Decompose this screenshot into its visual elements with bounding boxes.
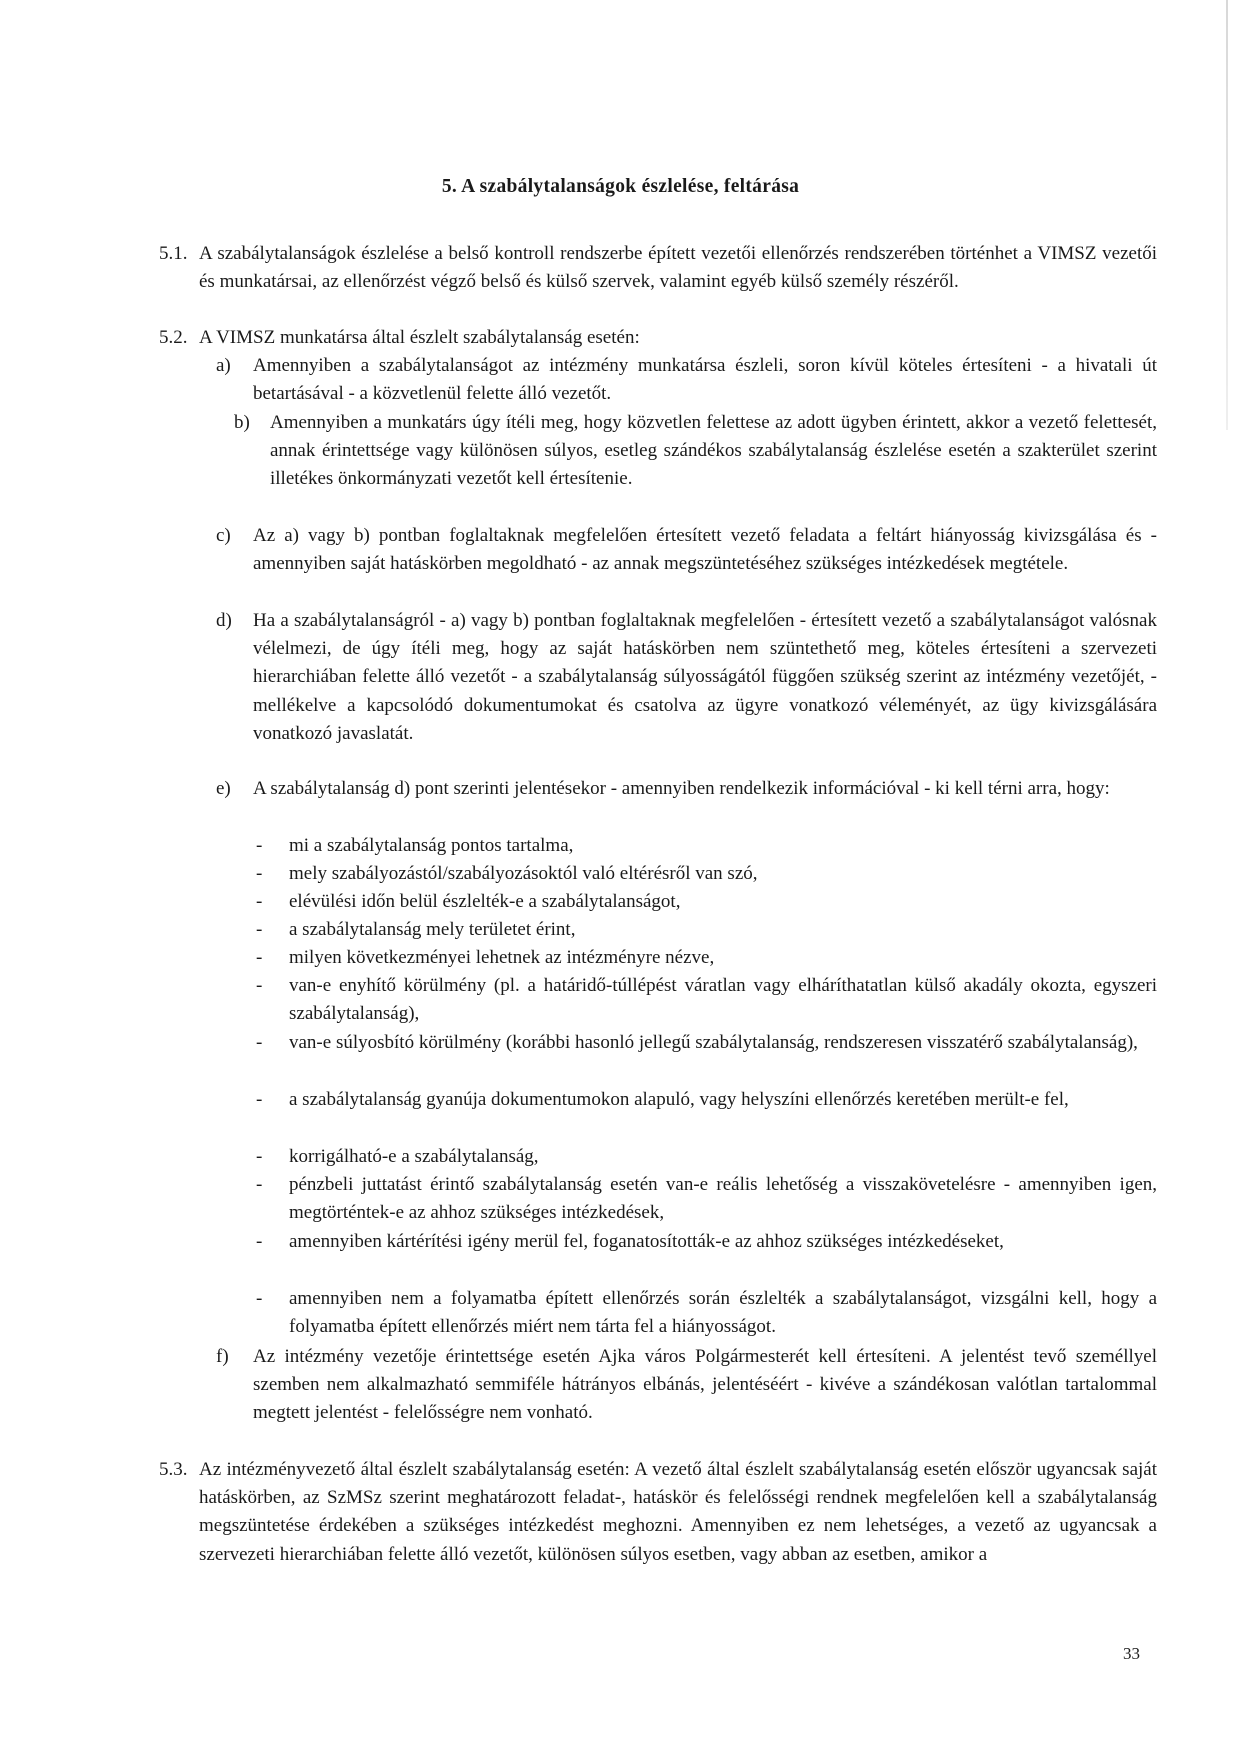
- list-label-d: d): [216, 610, 232, 631]
- paragraph-number-5-2: 5.2.: [159, 327, 188, 348]
- dash-item: van-e súlyosbító körülmény (korábbi hasonló jellegű szabálytalanság, rendszeresen visszatérő szabálytalanság),: [289, 1032, 1138, 1053]
- dash-item: mely szabályozástól/szabályozásoktól való eltérésről van szó,: [289, 863, 758, 884]
- list-item-c: Az a) vagy b) pontban foglaltaknak megfelelően értesített vezető feladata a feltárt hiányosság kivizsgálása és - amennyiben saját hatáskörben megoldható - az annak megszüntetéséhez szükséges intézkedések megtétele.: [253, 525, 1157, 575]
- list-item-b: Amennyiben a munkatárs úgy ítéli meg, hogy közvetlen felettese az adott ügyben érintett, akkor a vezető felettesét, annak érintettsége vagy különösen súlyos, esetleg szándékos szabálytalanság észlelése esetén a szakterület szerint illetékes önkormányzati vezetőt kell értesítenie.: [270, 412, 1157, 490]
- dash-item: milyen következményei lehetnek az intézményre nézve,: [289, 947, 715, 968]
- dash-item: amennyiben kártérítési igény merül fel, foganatosították-e az ahhoz szükséges intézkedéseket,: [289, 1231, 1004, 1252]
- dash-item: amennyiben nem a folyamatba épített ellenőrzés során észlelték a szabálytalanságot, vizsgálni kell, hogy a folyamatba épített ellenőrzés miért nem tárta fel a hiányosságot.: [289, 1288, 1157, 1338]
- list-label-a: a): [216, 355, 231, 376]
- list-label-e: e): [216, 778, 231, 799]
- paragraph-5-1: A szabálytalanságok észlelése a belső kontroll rendszerbe épített vezetői ellenőrzés rendszerében történhet a VIMSZ vezetői és munkatársai, az ellenőrzést végző belső és külső szervek, valamint egyéb külső személy részéről.: [199, 243, 1157, 293]
- list-item-d: Ha a szabálytalanságról - a) vagy b) pontban foglaltaknak megfelelően - értesített vezető a szabálytalanságot valósnak vélelmezi, de úgy ítéli meg, hogy az saját hatáskörben nem szüntethető meg, köteles értesíteni a szervezeti hierarchiában felette álló vezetőt - a szabálytalanság súlyosságától függően szükség szerint az intézmény vezetőjét, - mellékelve a kapcsolódó dokumentumokat és csatolva az ügyre vonatkozó véleményét, az ügy kivizsgálására vonatkozó javaslatát.: [253, 610, 1157, 744]
- dash-marker: -: [256, 1288, 263, 1309]
- dash-item: van-e enyhítő körülmény (pl. a határidő-túllépést váratlan vagy elháríthatatlan külső akadály okozta, egyszeri szabálytalanság),: [289, 975, 1157, 1025]
- dash-marker: -: [256, 1174, 263, 1195]
- section-heading: 5. A szabálytalanságok észlelése, feltárása: [441, 176, 800, 197]
- dash-marker: -: [256, 1089, 263, 1110]
- paragraph-5-2-intro: A VIMSZ munkatársa által észlelt szabálytalanság esetén:: [199, 327, 640, 348]
- dash-item: pénzbeli juttatást érintő szabálytalanság esetén van-e reális lehetőség a visszakövetelésre - amennyiben igen, megtörténtek-e az ahhoz szükséges intézkedések,: [289, 1174, 1157, 1224]
- paragraph-number-5-1: 5.1.: [159, 243, 188, 264]
- dash-item: a szabálytalanság gyanúja dokumentumokon alapuló, vagy helyszíni ellenőrzés keretében merült-e fel,: [289, 1089, 1069, 1110]
- scan-edge-line: [1226, 0, 1228, 430]
- dash-marker: -: [256, 1032, 263, 1053]
- dash-item: a szabálytalanság mely területet érint,: [289, 919, 576, 940]
- dash-item: elévülési időn belül észlelték-e a szabálytalanságot,: [289, 891, 681, 912]
- dash-marker: -: [256, 891, 263, 912]
- dash-item: mi a szabálytalanság pontos tartalma,: [289, 835, 574, 856]
- dash-marker: -: [256, 919, 263, 940]
- dash-item: korrigálható-e a szabálytalanság,: [289, 1146, 539, 1167]
- list-item-a: Amennyiben a szabálytalanságot az intézmény munkatársa észleli, soron kívül köteles értesíteni - a hivatali út betartásával - a közvetlenül felette álló vezetőt.: [253, 355, 1157, 405]
- dash-marker: -: [256, 1146, 263, 1167]
- dash-marker: -: [256, 835, 263, 856]
- dash-marker: -: [256, 975, 263, 996]
- list-label-f: f): [216, 1346, 229, 1367]
- page-number: 33: [1123, 1644, 1140, 1663]
- list-item-e: A szabálytalanság d) pont szerinti jelentésekor - amennyiben rendelkezik információval - ki kell térni arra, hogy:: [253, 778, 1110, 799]
- paragraph-number-5-3: 5.3.: [159, 1459, 188, 1480]
- list-label-c: c): [216, 525, 231, 546]
- dash-marker: -: [256, 863, 263, 884]
- paragraph-5-3: Az intézményvezető által észlelt szabálytalanság esetén: A vezető által észlelt szabálytalanság esetén először ugyancsak saját hatáskörben, az SzMSz szerint meghatározott feladat-, hatáskör és felelősségi rendnek megfelelően kell a szabálytalanság megszüntetése érdekében a szükséges intézkedést meghozni. Amennyiben ez nem lehetséges, a vezető az ugyancsak a szervezeti hierarchiában felette álló vezetőt, különösen súlyos esetben, vagy abban az esetben, amikor a: [199, 1459, 1157, 1565]
- list-label-b: b): [234, 412, 250, 433]
- dash-marker: -: [256, 947, 263, 968]
- list-item-f: Az intézmény vezetője érintettsége esetén Ajka város Polgármesterét kell értesíteni. A jelentést tevő személlyel szemben nem alkalmazható semmiféle hátrányos elbánás, jelentéséért - kivéve a szándékosan valótlan tartalommal megtett jelentést - felelősségre nem vonható.: [253, 1346, 1157, 1424]
- dash-marker: -: [256, 1231, 263, 1252]
